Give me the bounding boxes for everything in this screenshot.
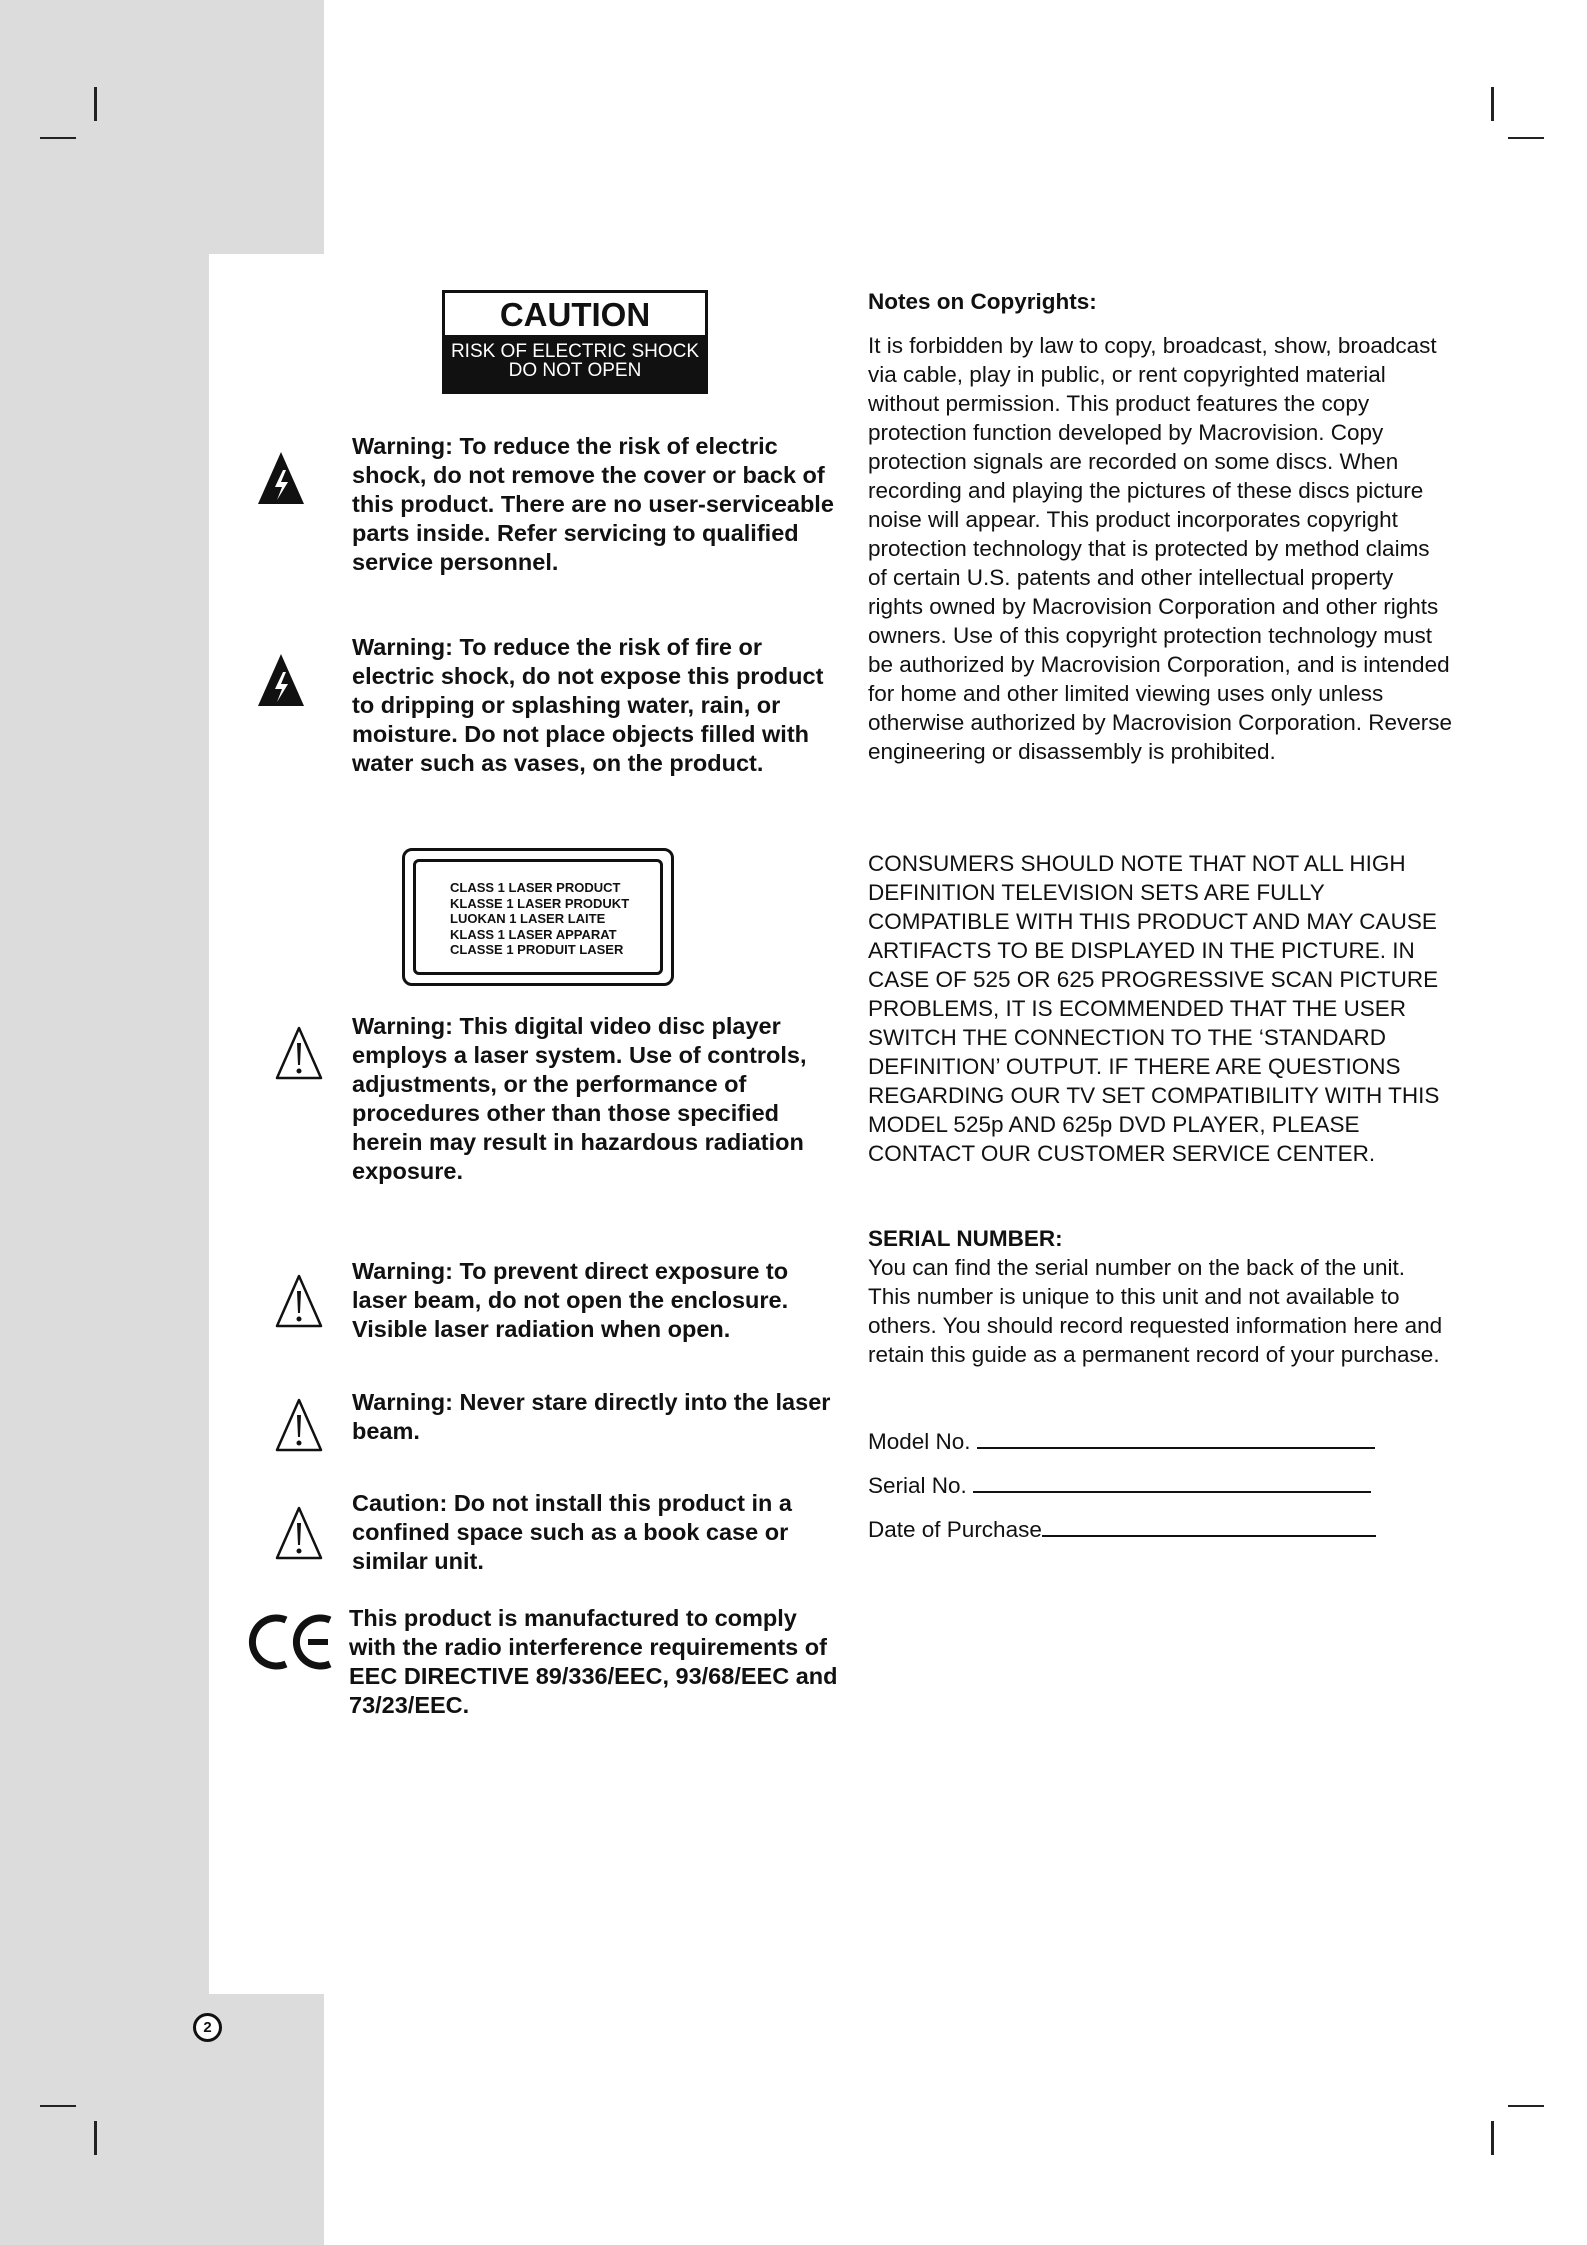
laser-class-label-inner: [413, 859, 663, 975]
model-number-field: [868, 1425, 1375, 1456]
exclamation-triangle-icon: [274, 1273, 324, 1329]
laser-label-line: CLASS 1 LASER PRODUCT: [450, 880, 621, 895]
caution-line-1: RISK OF ELECTRIC SHOCK: [450, 341, 700, 362]
lightning-triangle-icon: [256, 652, 306, 708]
crop-mark: [94, 2121, 97, 2155]
warning-electric-shock: Warning: To reduce the risk of electric shock, do not remove the cover or back of this product. There are no user-serviceable parts inside. Refer servicing to qualified service personnel.: [352, 433, 834, 575]
crop-mark: [94, 87, 97, 121]
serial-number-field: [868, 1469, 1371, 1500]
page-number: 2: [193, 2013, 222, 2042]
warning-laser-system: Warning: This digital video disc player employs a laser system. Use of controls, adjustments, or the performance of procedures other than those specified herein may result in hazardous radiation exposure.: [352, 1013, 807, 1184]
crop-mark: [1491, 87, 1494, 121]
caution-line-2: DO NOT OPEN: [508, 360, 642, 381]
laser-label-line: LUOKAN 1 LASER LAITE: [450, 911, 606, 926]
crop-mark: [40, 2105, 76, 2107]
purchase-date-blank: [1042, 1513, 1376, 1537]
serial-number-heading: SERIAL NUMBER:: [868, 1226, 1063, 1251]
warning-fire-moisture: Warning: To reduce the risk of fire or electric shock, do not expose this product to dripping or splashing water, rain, or moisture. Do not place objects filled with water such as vases, on the product.: [352, 634, 824, 776]
model-number-blank: [977, 1425, 1375, 1449]
exclamation-triangle-icon: [274, 1397, 324, 1453]
serial-number-label: Serial No.: [868, 1473, 967, 1498]
lightning-triangle-icon: [256, 450, 306, 506]
exclamation-triangle-icon: [274, 1505, 324, 1561]
laser-label-line: KLASSE 1 LASER PRODUKT: [450, 895, 630, 911]
caution-confined-space: Caution: Do not install this product in a confined space such as a book case or similar unit.: [352, 1490, 792, 1574]
model-number-label: Model No.: [868, 1429, 971, 1454]
ce-mark-icon: [248, 1612, 336, 1672]
laser-label-line: CLASSE 1 PRODUIT LASER: [450, 942, 624, 957]
warning-stare-laser: Warning: Never stare directly into the laser beam.: [352, 1389, 831, 1444]
crop-mark: [40, 137, 76, 139]
serial-number-blank: [973, 1469, 1371, 1493]
crop-mark: [1508, 2105, 1544, 2107]
caution-title: CAUTION: [499, 296, 651, 333]
caution-subtitle: [445, 335, 705, 391]
laser-label-line: KLASS 1 LASER APPARAT: [450, 926, 617, 942]
ce-compliance-statement: This product is manufactured to comply with the radio interference requirements of EEC DIRECTIVE 89/336/EEC, 93/68/EEC and 73/23/EEC.: [349, 1605, 838, 1718]
crop-mark: [1508, 137, 1544, 139]
consumer-notice: CONSUMERS SHOULD NOTE THAT NOT ALL HIGH DEFINITION TELEVISION SETS ARE FULLY COMPATIBLE WITH THIS PRODUCT AND MAY CAUSE ARTIFACTS TO BE DISPLAYED IN THE PICTURE. IN CASE OF 525 OR 625 PROGRESSIVE SCAN PICTURE PROBLEMS, IT IS ECOMMENDED THAT THE USER SWITCH THE CONNECTION TO THE ‘STANDARD DEFINITION’ OUTPUT. IF THERE ARE QUESTIONS REGARDING OUR TV SET COMPATIBILITY WITH THIS MODEL 525p AND 625p DVD PLAYER, PLEASE CONTACT OUR CUSTOMER SERVICE CENTER.: [868, 851, 1440, 1166]
laser-class-label: [402, 848, 674, 986]
purchase-date-label: Date of Purchase: [868, 1517, 1042, 1542]
serial-number-body: You can find the serial number on the back of the unit. This number is unique to this unit and not available to others. You should record requested information here and retain this guide as a permanent record of your purchase.: [868, 1255, 1443, 1367]
exclamation-triangle-icon: [274, 1025, 324, 1081]
copyrights-heading: Notes on Copyrights:: [868, 289, 1097, 314]
crop-mark: [1491, 2121, 1494, 2155]
warning-laser-exposure: Warning: To prevent direct exposure to laser beam, do not open the enclosure. Visible laser radiation when open.: [352, 1258, 789, 1342]
copyrights-body: It is forbidden by law to copy, broadcast, show, broadcast via cable, play in public, or rent copyrighted material without permission. This product features the copy protection function developed by Macrovision. Copy protection signals are recorded on some discs. When recording and playing the pictures of these discs picture noise will appear. This product incorporates copyright protection technology that is protected by method claims of certain U.S. patents and other intellectual property rights owned by Macrovision Corporation and other rights owners. Use of this copyright protection technology must be authorized by Macrovision Corporation, and is intended for home and other limited viewing uses only unless otherwise authorized by Macrovision Corporation. Reverse engineering or disassembly is prohibited.: [868, 333, 1453, 764]
caution-label: [442, 290, 708, 394]
purchase-date-field: [868, 1513, 1376, 1544]
